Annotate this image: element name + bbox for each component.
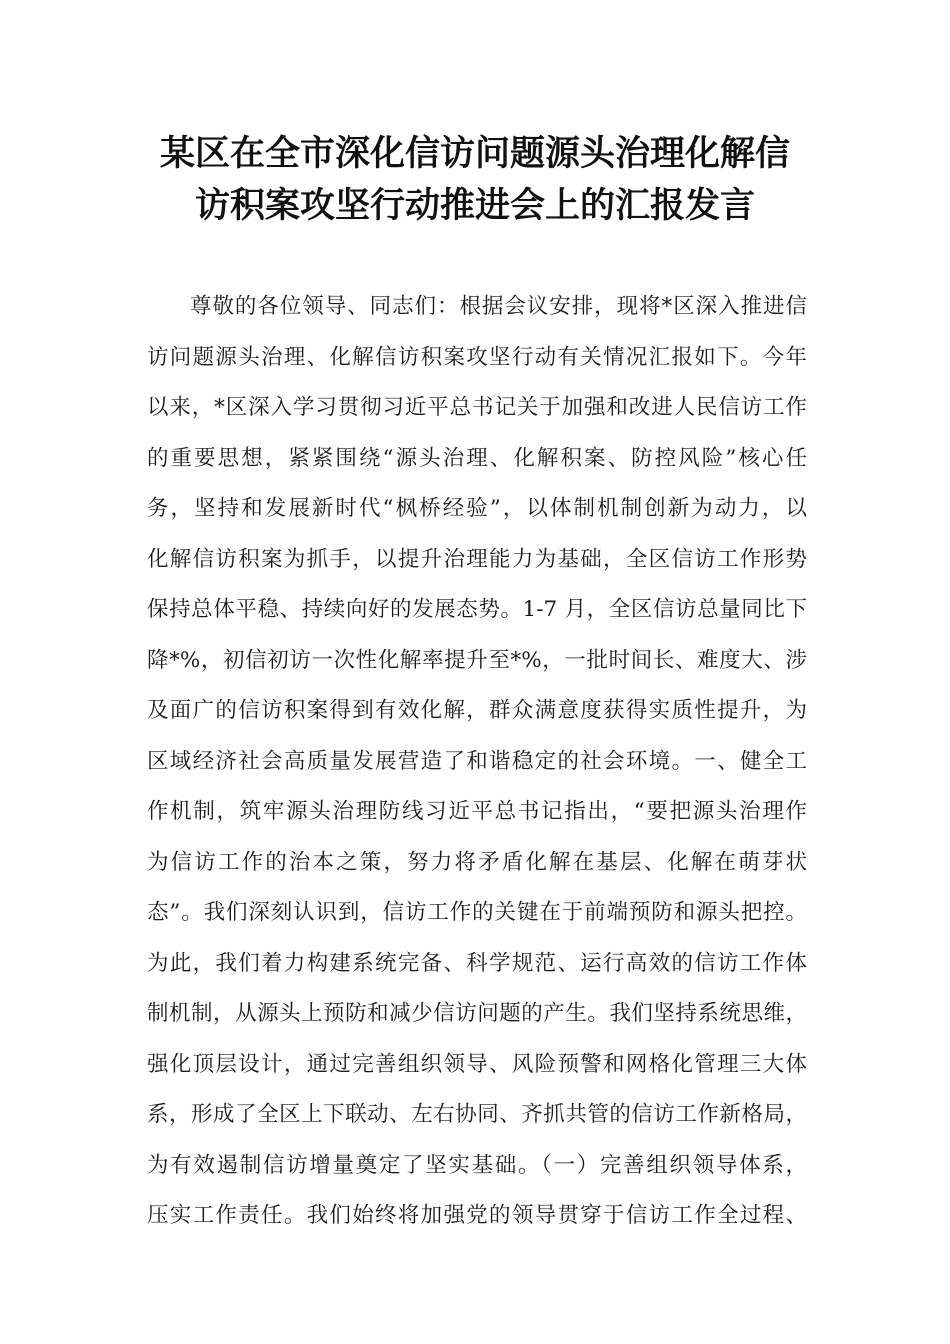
- title-line-2: 访积案攻坚行动推进会上的汇报发言: [194, 186, 755, 226]
- body-line: 降*%，初信初访一次性化解率提升至*%，一批时间长、难度大、涉: [147, 647, 807, 673]
- body-line: 化解信访积案为抓手，以提升治理能力为基础，全区信访工作形势: [147, 546, 807, 572]
- body-line: 制机制，从源头上预防和减少信访问题的产生。我们坚持系统思维，: [147, 1001, 807, 1026]
- body-paragraph: [147, 282, 807, 1242]
- body-line: 区域经济社会高质量发展营造了和谐稳定的社会环境。一、健全工: [147, 748, 807, 774]
- body-line: 及面广的信访积案得到有效化解，群众满意度获得实质性提升，为: [147, 698, 807, 723]
- body-line: 为有效遏制信访增量奠定了坚实基础。（一）完善组织领导体系，: [147, 1152, 807, 1178]
- body-line: 态”。我们深刻认识到，信访工作的关键在于前端预防和源头把控。: [147, 900, 807, 925]
- body-line: 以来，*区深入学习贯彻习近平总书记关于加强和改进人民信访工作: [147, 395, 807, 420]
- body-line: 系，形成了全区上下联动、左右协同、齐抓共管的信访工作新格局，: [147, 1102, 807, 1127]
- body-line: 压实工作责任。我们始终将加强党的领导贯穿于信访工作全过程、: [147, 1203, 807, 1228]
- body-line: 的重要思想，紧紧围绕“源头治理、化解积案、防控风险”核心任: [147, 445, 807, 471]
- body-line: 作机制，筑牢源头治理防线习近平总书记指出，“要把源头治理作: [147, 799, 807, 824]
- document-title: [120, 128, 830, 232]
- body-line: 为此，我们着力构建系统完备、科学规范、运行高效的信访工作体: [147, 950, 807, 976]
- body-line: 尊敬的各位领导、同志们：根据会议安排，现将*区深入推进信: [190, 294, 807, 319]
- title-line-1: 某区在全市深化信访问题源头治理化解信: [159, 134, 790, 174]
- body-line: 强化顶层设计，通过完善组织领导、风险预警和网格化管理三大体: [147, 1051, 807, 1077]
- body-line: 务，坚持和发展新时代“枫桥经验”，以体制机制创新为动力，以: [147, 496, 807, 521]
- body-line: 保持总体平稳、持续向好的发展态势。1-7 月，全区信访总量同比下: [147, 597, 807, 622]
- body-line: 访问题源头治理、化解信访积案攻坚行动有关情况汇报如下。今年: [147, 344, 807, 370]
- body-line: 为信访工作的治本之策，努力将矛盾化解在基层、化解在萌芽状: [147, 849, 807, 875]
